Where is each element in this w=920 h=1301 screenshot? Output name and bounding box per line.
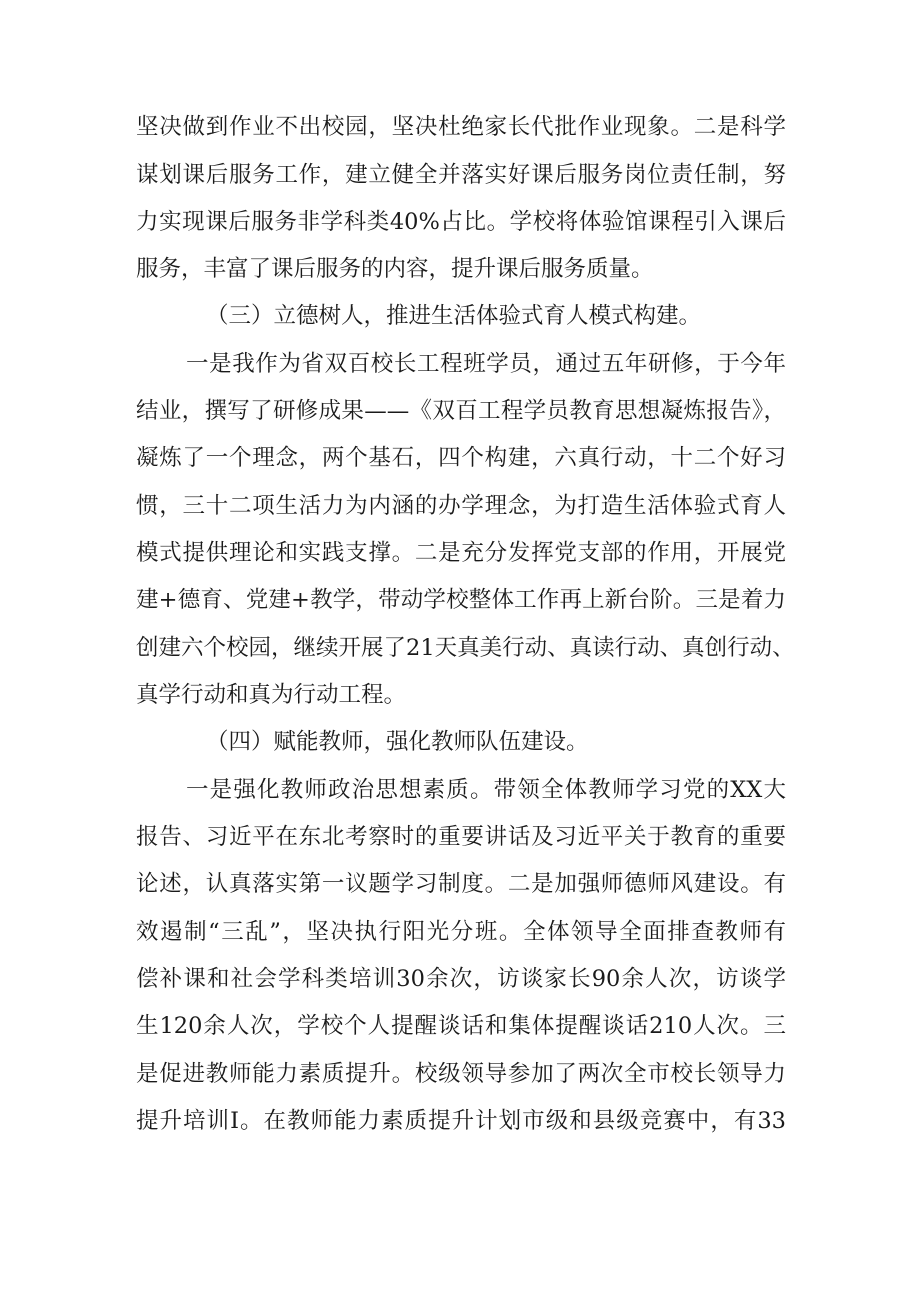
text-line: 是促进教师能力素质提升。校级领导参加了两次全市校长领导力: [136, 1061, 786, 1087]
text-line: 建+德育、党建+教学，带动学校整体工作再上新台阶。三是着力: [136, 587, 786, 613]
text-line: 惯，三十二项生活力为内涵的办学理念，为打造生活体验式育人: [136, 493, 786, 519]
section-heading-3: （三）立德树人，推进生活体验式育人模式构建。: [206, 303, 702, 329]
text-line: 服务，丰富了课后服务的内容，提升课后服务质量。: [136, 256, 654, 282]
text-line: 谋划课后服务工作，建立健全并落实好课后服务岗位责任制，努: [136, 162, 786, 188]
text-line: 偿补课和社会学科类培训30余次，访谈家长90余人次，访谈学: [136, 966, 786, 992]
text-line: 提升培训I。在教师能力素质提升计划市级和县级竞赛中，有33: [136, 1108, 786, 1134]
text-line: 报告、习近平在东北考察时的重要讲话及习近平关于教育的重要: [136, 824, 786, 850]
text-line: 创建六个校园，继续开展了21天真美行动、真读行动、真创行动、: [136, 635, 795, 661]
text-line: 力实现课后服务非学科类40%占比。学校将体验馆课程引入课后: [136, 209, 786, 235]
text-line: 模式提供理论和实践支撑。二是充分发挥党支部的作用，开展党: [136, 540, 786, 566]
text-line: 论述，认真落实第一议题学习制度。二是加强师德师风建设。有: [136, 871, 786, 897]
text-line: 生120余人次，学校个人提醒谈话和集体提醒谈话210人次。三: [136, 1013, 786, 1039]
section-heading-4: （四）赋能教师，强化教师队伍建设。: [206, 729, 589, 755]
text-line: 坚决做到作业不出校园，坚决杜绝家长代批作业现象。二是科学: [136, 114, 786, 140]
text-line: 真学行动和真为行动工程。: [136, 682, 407, 708]
text-line: 效遏制“三乱”，坚决执行阳光分班。全体领导全面排查教师有: [136, 919, 786, 945]
text-line: 一是强化教师政治思想素质。带领全体教师学习党的XX大: [186, 777, 786, 803]
text-line: 凝炼了一个理念，两个基石，四个构建，六真行动，十二个好习: [136, 445, 786, 471]
text-line: 结业，撰写了研修成果——《双百工程学员教育思想凝炼报告》，: [136, 398, 786, 424]
text-line: 一是我作为省双百校长工程班学员，通过五年研修，于今年: [186, 351, 786, 377]
